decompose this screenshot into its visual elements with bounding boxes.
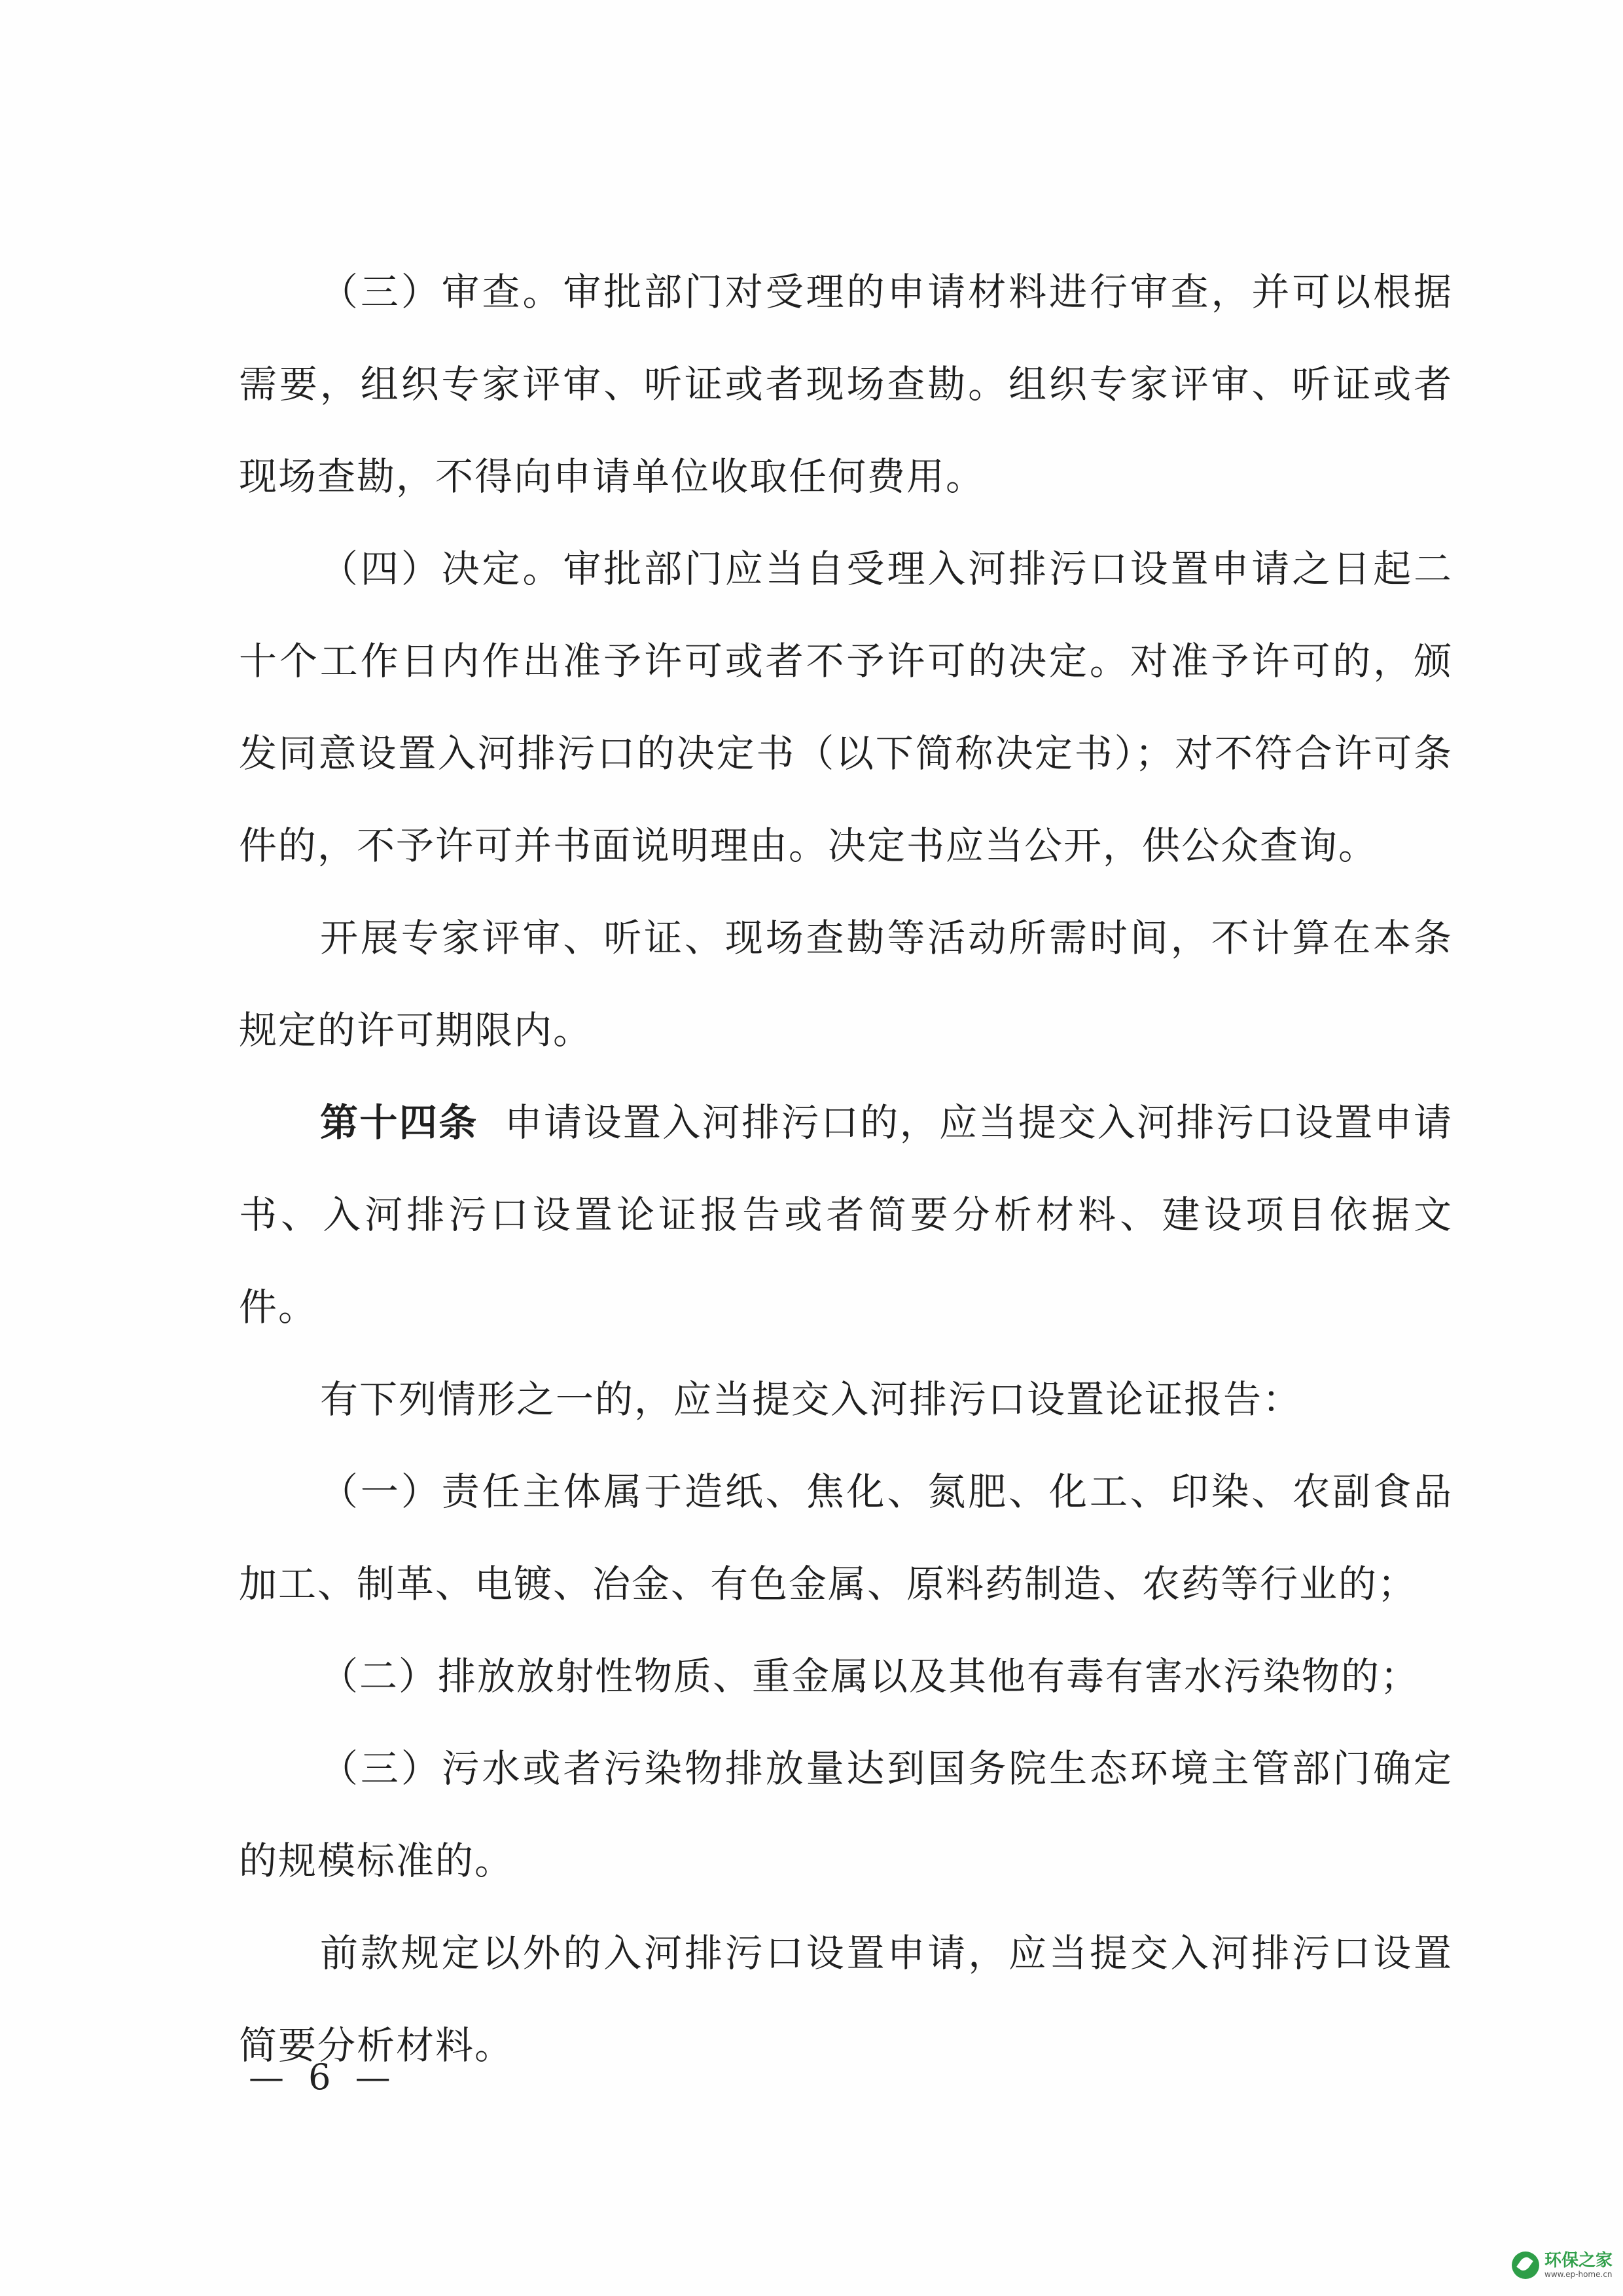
list-item-condition-3: （三）污水或者污染物排放量达到国务院生态环境主管部门确定的规模标准的。 [239, 1746, 1453, 1883]
leaf-logo-icon [1512, 2251, 1539, 2279]
document-body [239, 246, 1453, 2092]
page-number: — 6 — [249, 2056, 397, 2098]
paragraph-review: （三）审查。审批部门对受理的申请材料进行审查，并可以根据需要，组织专家评审、听证或者现场查勘。组织专家评审、听证或者现场查勘，不得向申请单位收取任何费用。 [239, 270, 1453, 499]
watermark-text [1544, 2251, 1613, 2279]
list-item-condition-2: （二）排放放射性物质、重金属以及其他有毒有害水污染物的； [320, 1654, 1420, 1698]
paragraph-conditions-intro: 有下列情形之一的，应当提交入河排污口设置论证报告： [320, 1377, 1302, 1422]
paragraph-time-limit: 开展专家评审、听证、现场查勘等活动所需时间，不计算在本条规定的许可期限内。 [239, 916, 1453, 1052]
article-number: 第十四条 [320, 1100, 478, 1145]
watermark-title: 环保之家 [1544, 2251, 1613, 2271]
article-14 [239, 1077, 1453, 1354]
watermark-logo [1512, 2251, 1613, 2279]
list-item-condition-1: （一）责任主体属于造纸、焦化、氮肥、化工、印染、农副食品加工、制革、电镀、冶金、有色金属、原料药制造、农药等行业的； [239, 1469, 1453, 1606]
paragraph-other-applications: 前款规定以外的入河排污口设置申请，应当提交入河排污口设置简要分析材料。 [239, 1931, 1453, 2068]
article-14-text: 申请设置入河排污口的，应当提交入河排污口设置申请书、入河排污口设置论证报告或者简要分析材料、建设项目依据文件。 [239, 1100, 1453, 1329]
watermark-url: www.ep-home.cn [1544, 2269, 1613, 2279]
paragraph-decision: （四）决定。审批部门应当自受理入河排污口设置申请之日起二十个工作日内作出准予许可或者不予许可的决定。对准予许可的，颁发同意设置入河排污口的决定书（以下简称决定书）；对不符合许可条件的，不予许可并书面说明理由。决定书应当公开，供公众查询。 [239, 547, 1453, 868]
